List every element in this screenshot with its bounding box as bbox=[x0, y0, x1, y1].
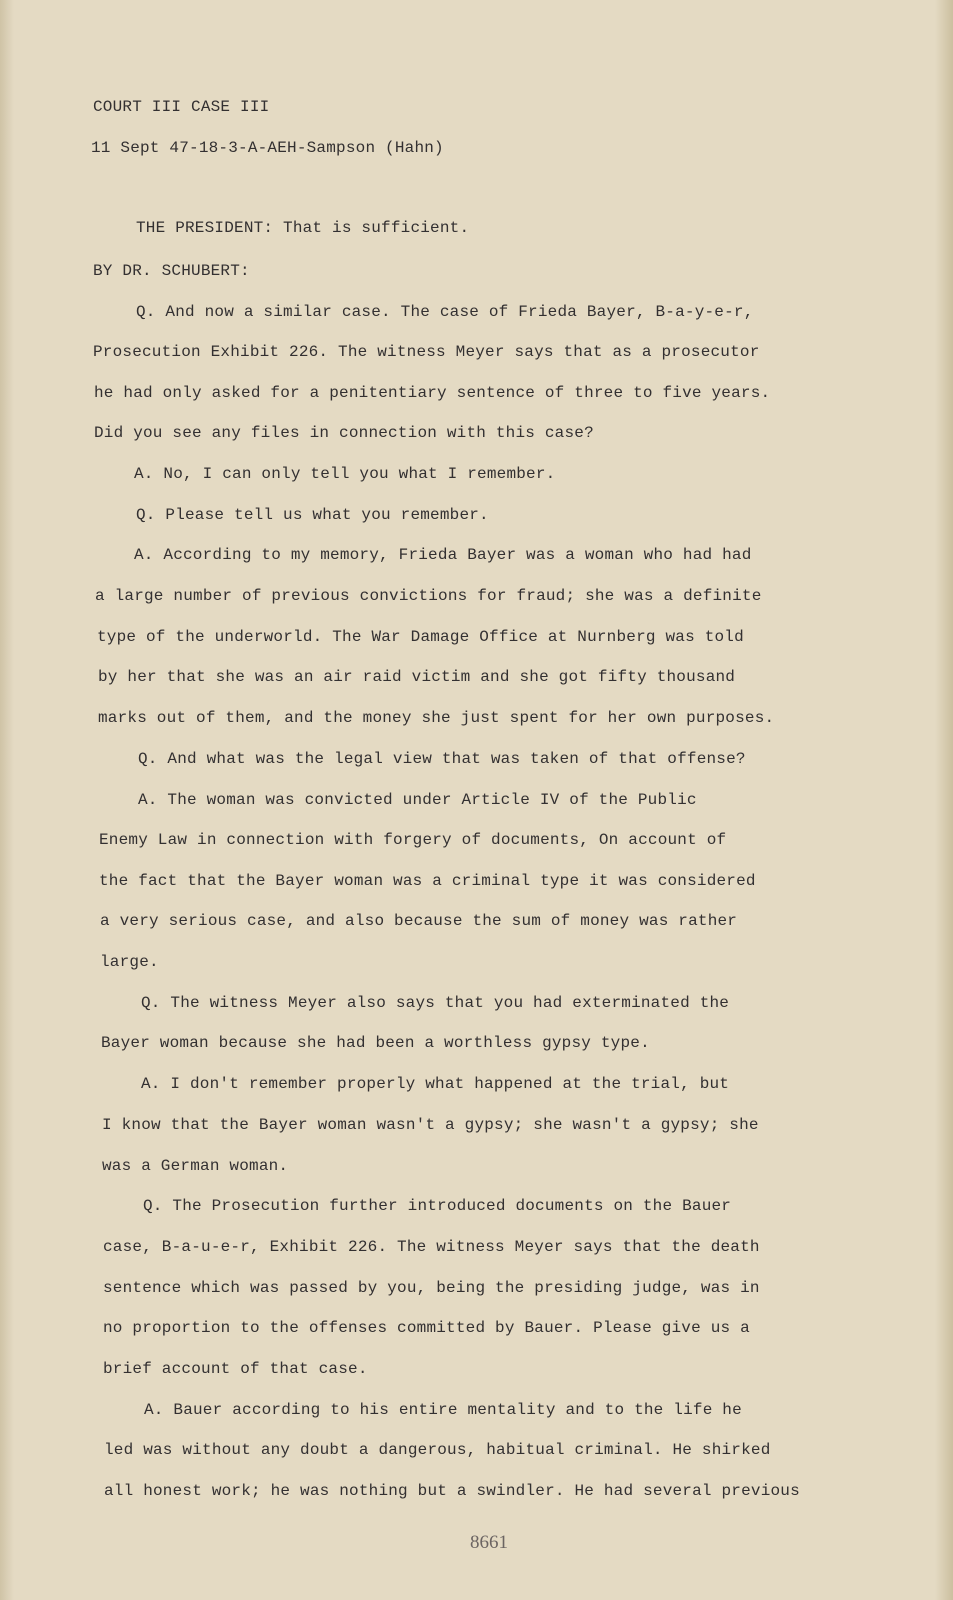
court-case-header: COURT III CASE III bbox=[93, 98, 270, 116]
transcript-line: case, B-a-u-e-r, Exhibit 226. The witness Meyer says that the death bbox=[103, 1238, 760, 1256]
transcript-line: A. According to my memory, Frieda Bayer was a woman who had had bbox=[134, 546, 752, 564]
page-number: 8661 bbox=[470, 1532, 508, 1553]
transcript-line: Bayer woman because she had been a worthless gypsy type. bbox=[101, 1034, 650, 1052]
transcript-line: Q. The Prosecution further introduced documents on the Bauer bbox=[143, 1197, 732, 1215]
transcript-line: Did you see any files in connection with this case? bbox=[94, 424, 594, 442]
transcript-line: brief account of that case. bbox=[103, 1360, 368, 1378]
transcript-line: A. I don't remember properly what happened at the trial, but bbox=[141, 1075, 730, 1093]
transcript-line: all honest work; he was nothing but a swindler. He had several previous bbox=[104, 1482, 800, 1500]
transcript-line: Enemy Law in connection with forgery of documents, On account of bbox=[99, 831, 727, 849]
transcript-line: Q. The witness Meyer also says that you had exterminated the bbox=[141, 994, 730, 1012]
transcript-line: led was without any doubt a dangerous, habitual criminal. He shirked bbox=[104, 1441, 771, 1459]
transcript-line: Prosecution Exhibit 226. The witness Meyer says that as a prosecutor bbox=[93, 343, 760, 361]
transcript-line: a very serious case, and also because the sum of money was rather bbox=[100, 912, 738, 930]
transcript-line: A. The woman was convicted under Article IV of the Public bbox=[138, 791, 697, 809]
speaker-president-line: THE PRESIDENT: That is sufficient. bbox=[136, 219, 470, 237]
transcript-line: Q. Please tell us what you remember. bbox=[136, 506, 489, 524]
transcript-line: he had only asked for a penitentiary sentence of three to five years. bbox=[94, 384, 771, 402]
transcript-line: A. No, I can only tell you what I remember. bbox=[134, 465, 556, 483]
transcript-line: the fact that the Bayer woman was a criminal type it was considered bbox=[99, 872, 756, 890]
examiner-heading: BY DR. SCHUBERT: bbox=[93, 262, 250, 280]
transcript-line: sentence which was passed by you, being the presiding judge, was in bbox=[103, 1279, 760, 1297]
transcript-line: by her that she was an air raid victim and she got fifty thousand bbox=[98, 668, 736, 686]
transcript-line: large. bbox=[100, 953, 159, 971]
session-reference: 11 Sept 47-18-3-A-AEH-Sampson (Hahn) bbox=[91, 139, 444, 157]
transcript-line: type of the underworld. The War Damage Office at Nurnberg was told bbox=[97, 628, 744, 646]
transcript-line: marks out of them, and the money she just spent for her own purposes. bbox=[98, 709, 775, 727]
transcript-line: Q. And what was the legal view that was taken of that offense? bbox=[138, 750, 746, 768]
transcript-line: was a German woman. bbox=[102, 1157, 289, 1175]
transcript-line: Q. And now a similar case. The case of Frieda Bayer, B-a-y-e-r, bbox=[136, 303, 754, 321]
transcript-line: I know that the Bayer woman wasn't a gypsy; she wasn't a gypsy; she bbox=[102, 1116, 759, 1134]
transcript-line: no proportion to the offenses committed by Bauer. Please give us a bbox=[103, 1319, 750, 1337]
transcript-line: a large number of previous convictions for fraud; she was a definite bbox=[95, 587, 762, 605]
transcript-line: A. Bauer according to his entire mentality and to the life he bbox=[144, 1401, 742, 1419]
